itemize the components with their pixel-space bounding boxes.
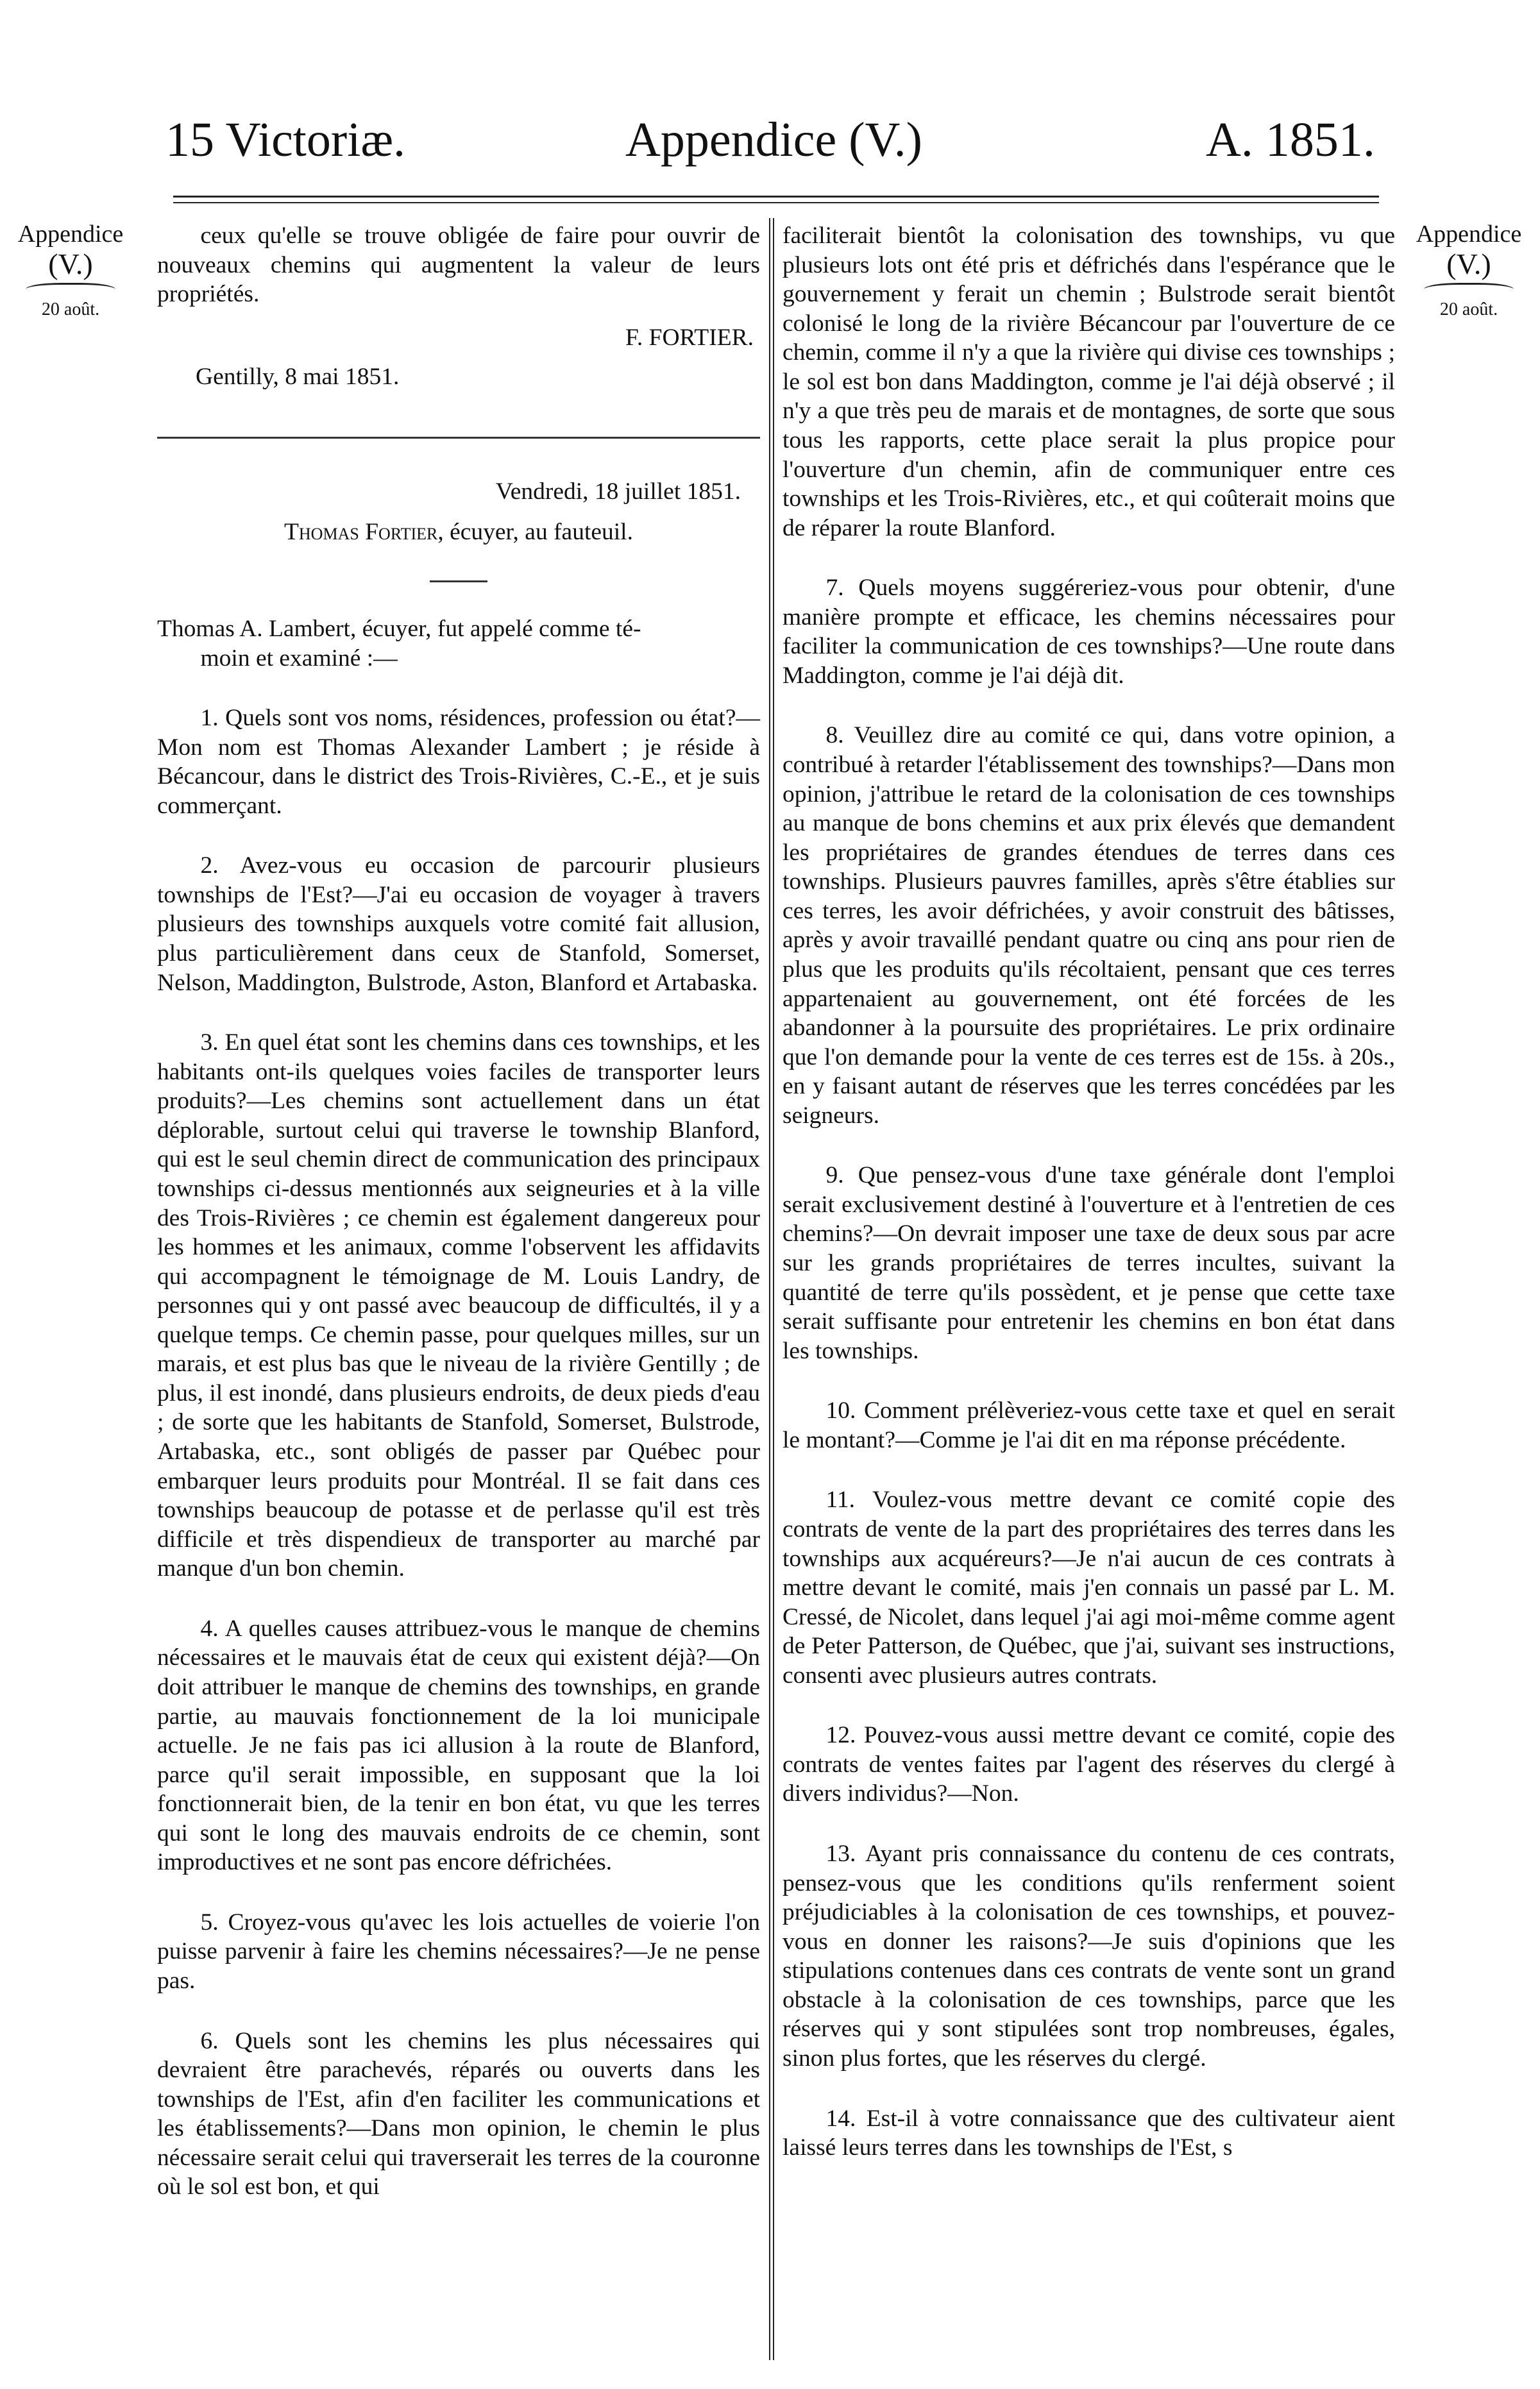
signature: F. FORTIER. xyxy=(625,324,754,351)
margin-note-right xyxy=(1411,221,1527,320)
column-divider xyxy=(773,218,774,2360)
margin-date: 20 août. xyxy=(41,300,100,320)
left-column xyxy=(157,221,760,2202)
header-right: A. 1851. xyxy=(1206,113,1375,167)
place-date: Gentilly, 8 mai 1851. xyxy=(196,364,400,391)
header-rule-bottom xyxy=(173,202,1379,203)
margin-code: (V.) xyxy=(48,247,93,280)
question-1: 1. Quels sont vos noms, résidences, profession ou état?—Mon nom est Thomas Alexander Lambert ; je réside à Bécancour, dans le district des Trois-Rivières, C.-E., et je suis commerçant. xyxy=(157,705,760,819)
question-12: 12. Pouvez-vous aussi mettre devant ce comité, copie des contrats de ventes faites par l'agent des réserves du clergé à divers individus?—Non. xyxy=(783,1722,1395,1807)
witness-intro xyxy=(157,614,760,673)
margin-date: 20 août. xyxy=(1439,300,1498,320)
question-14: 14. Est-il à votre connaissance que des cultivateur aient laissé leurs terres dans les townships de l'Est, s xyxy=(783,2105,1395,2161)
question-8: 8. Veuillez dire au comité ce qui, dans votre opinion, a contribué à retarder l'établissement des townships?—Dans mon opinion, j'attribue le retard de la colonisation de ces townships au manque de bons chemins et aux prix élevés que demandent les propriétaires de grandes étendues de terres dans ces townships. Plusieurs pauvres familles, après s'être établies sur ces terres, les avoir défrichées, y avoir construit des bâtisses, après y avoir travaillé pendant quatre ou cinq ans pour rien de plus que les produits qu'ils récoltaient, pensant que ces terres appartenaient au gouvernement, ont été forcées de les abandonner à la poursuite des propriétaires. Le prix ordinaire que l'on demande pour la vente de ces terres est de 15s. à 20s., en y faisant autant de réserves que les terres concédées par les seigneurs. xyxy=(783,722,1395,1129)
intro-line1: Thomas A. Lambert, écuyer, fut appelé comme té- xyxy=(157,615,641,642)
question-7: 7. Quels moyens suggéreriez-vous pour obtenir, d'une manière prompte et efficace, les chemins nécessaires pour faciliter la communication de ces townships?—Une route dans Maddington, comme je l'ai déjà dit. xyxy=(783,575,1395,689)
question-6: 6. Quels sont les chemins les plus nécessaires qui devraient être parachevés, réparés ou ouverts dans les townships de l'Est, afin d'en faciliter les communications et les établissements?—Dans mon opinion, le chemin le plus nécessaire serait celui qui traverserait les terres de la couronne où le sol est bon, et qui xyxy=(157,2027,760,2200)
question-2: 2. Avez-vous eu occasion de parcourir plusieurs townships de l'Est?—J'ai eu occasion de voyager à travers plusieurs des townships auxquels votre comité fait allusion, plus particulièrement dans ceux de Stanfold, Somerset, Nelson, Maddington, Bulstrode, Aston, Blanford et Artabaska. xyxy=(157,852,760,996)
session-date: Vendredi, 18 juillet 1851. xyxy=(495,478,741,505)
short-rule xyxy=(430,580,487,582)
continuation-text: ceux qu'elle se trouve obligée de faire pour ouvrir de nouveaux chemins qui augmentent la valeur de leurs propriétés. xyxy=(157,223,760,308)
question-9: 9. Que pensez-vous d'une taxe générale dont l'emploi serait exclusivement destiné à l'ouverture et à l'entretien de ces chemins?—On devrait imposer une taxe de deux sous par acre sur les grands propriétaires de terres incultes, suivant la quantité de terre qu'ils possèdent, et je pense que cette taxe serait suffisante pour entretenir les chemins en bon état dans les townships. xyxy=(783,1162,1395,1364)
brace-icon xyxy=(1424,283,1514,299)
section-rule xyxy=(157,437,760,439)
question-10: 10. Comment prélèveriez-vous cette taxe et quel en serait le montant?—Comme je l'ai dit en ma réponse précédente. xyxy=(783,1397,1395,1453)
brace-icon xyxy=(26,283,115,299)
margin-label: Appendice xyxy=(1416,221,1522,248)
header-rule-top xyxy=(173,196,1379,198)
question-13: 13. Ayant pris connaissance du contenu de ces contrats, pensez-vous que les conditions qu'ils renferment soient préjudiciables à la colonisation de ces townships, et pouvez-vous en donner les raisons?—Je suis d'opinions que les stipulations contenues dans ces contrats de vente sont un grand obstacle à la colonisation de ces townships, parce que les réserves qui y sont stipulées sont trop nombreuses, égales, sinon plus fortes, que les réserves du clergé. xyxy=(783,1841,1395,2072)
margin-note-left xyxy=(13,221,128,320)
chair-name: Thomas Fortier xyxy=(284,519,438,546)
chair-line xyxy=(157,518,760,547)
column-divider xyxy=(769,218,770,2360)
chair-rest: , écuyer, au fauteuil. xyxy=(437,519,633,546)
header-center: Appendice (V.) xyxy=(625,113,922,167)
question-4: 4. A quelles causes attribuez-vous le manque de chemins nécessaires et le mauvais état de ceux qui existent déjà?—On doit attribuer le manque de chemins des townships, en grande partie, au mauvais fonctionnement de la loi municipale actuelle. Je ne fais pas ici allusion à la route de Blanford, parce qu'il serait impossible, en supposant que la loi fonctionnerait bien, de la tenir en bon état, vu que les terres qui sont le long des mauvais endroits de ce chemin, sont improductives et ne sont pas encore défrichées. xyxy=(157,1615,760,1876)
intro-line2: moin et examiné :— xyxy=(200,645,398,671)
question-11: 11. Voulez-vous mettre devant ce comité copie des contrats de vente de la part des propriétaires des terres dans les townships aux acquéreurs?—Je n'ai aucun de ces contrats à mettre devant le comité, mais j'en connais un passé par L. M. Cressé, de Nicolet, dans lequel j'ai agi moi-même comme agent de Peter Patterson, de Québec, que j'ai, suivant ses instructions, consenti avec plusieurs autres contrats. xyxy=(783,1487,1395,1689)
question-5: 5. Croyez-vous qu'avec les lois actuelles de voierie l'on puisse parvenir à faire les chemins nécessaires?—Je ne pense pas. xyxy=(157,1909,760,1994)
header-left: 15 Victoriæ. xyxy=(165,113,406,167)
margin-label: Appendice xyxy=(17,221,124,248)
continuation-text: faciliterait bientôt la colonisation des townships, vu que plusieurs lots ont été pris et défrichés dans l'espérance que le gouvernement y ferait un chemin ; Bulstrode serait bientôt colonisé le long de la rivière Bécancour par l'ouverture de ce chemin, comme il n'y a que la rivière qui divise ces townships ; le sol est bon dans Maddington, comme je l'ai déjà observé ; il n'y a que très peu de marais et de montagnes, de sorte que sous tous les rapports, cette place serait la plus propice pour l'ouverture d'un chemin, afin de communiquer entre ces townships et les Trois-Rivières, etc., et qui coûterait moins que de réparer la route Blanford. xyxy=(783,223,1395,541)
right-column xyxy=(783,221,1395,2163)
question-3: 3. En quel état sont les chemins dans ces townships, et les habitants ont-ils quelques voies faciles de transporter leurs produits?—Les chemins sont actuellement dans un état déplorable, surtout celui qui traverse le township Blanford, qui est le seul chemin direct de communication des principaux townships ci-dessus mentionnés aux seigneuries et à la ville des Trois-Rivières ; ce chemin est également dangereux pour les hommes et les animaux, comme l'observent les affidavits qui accompagnent le témoignage de M. Louis Landry, de personnes qui y ont passé avec beaucoup de difficultés, il y a quelque temps. Ce chemin passe, pour quelques milles, sur un marais, et est plus bas que le niveau de la rivière Gentilly ; de plus, il est inondé, dans plusieurs endroits, de deux pieds d'eau ; de sorte que les habitants de Stanfold, Somerset, Bulstrode, Artabaska, etc., sont obligés de passer par Québec pour embarquer leurs produits pour Montréal. Il se fait dans ces townships beaucoup de potasse et de perlasse qu'il est très difficile et très dispendieux de transporter au marché par manque d'un bon chemin. xyxy=(157,1029,760,1582)
margin-code: (V.) xyxy=(1446,247,1491,280)
